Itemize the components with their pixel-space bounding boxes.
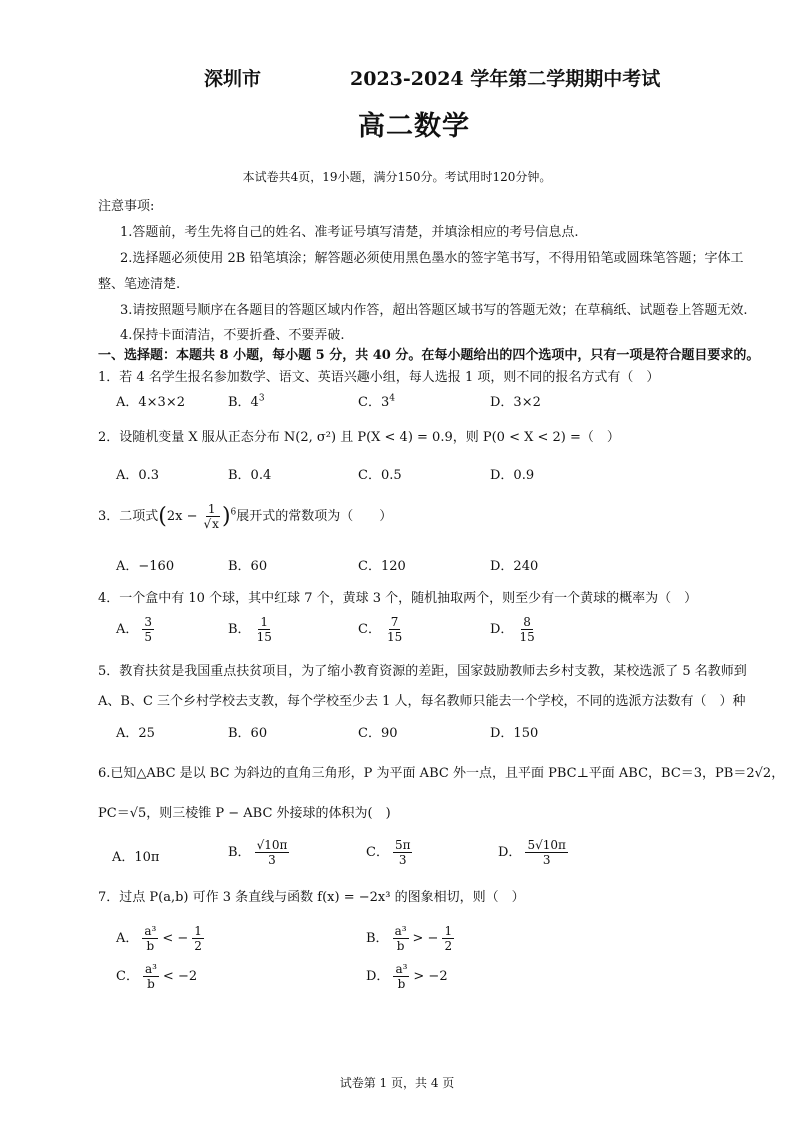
note-item: 1.答题前，考生先将自己的姓名、准考证号填写清楚，并填涂相应的考号信息点.	[120, 225, 579, 240]
q7-option-d: D． $\frac{\text{a³}}{b}$ > −2	[366, 962, 448, 991]
note-item: 3.请按照题号顺序在各题目的答题区域内作答，超出答题区域书写的答题无效；在草稿纸、试题卷上答题无效.	[120, 303, 748, 318]
q3-option-c: C．120	[358, 559, 406, 574]
exam-title: 2023-2024 学年第二学期期中考试	[350, 68, 661, 90]
q5-option-c: C．90	[358, 726, 398, 741]
question-6-line2: PC＝√5，则三棱锥 P − ABC 外接球的体积为( )	[98, 806, 391, 821]
q4-option-c: C． $\frac{7}{15}$	[358, 615, 403, 644]
q4-option-b: B． $\frac{1}{15}$	[228, 615, 272, 644]
q3-option-a: A．−160	[116, 559, 175, 574]
question-7-stem: 7．过点 P(a,b) 可作 3 条直线与函数 f(x) = −2x³ 的图象相切，则（ ）	[98, 890, 525, 905]
q1-option-a: A．4×3×2	[116, 395, 185, 410]
q7-option-a: A． $\frac{\text{a³}}{b}$ < − $\frac{1}{2}$	[116, 924, 202, 953]
q1-option-c: C．$3^4$	[358, 393, 395, 410]
note-item: 整、笔迹清楚.	[98, 277, 181, 292]
q3-option-b: B．60	[228, 559, 268, 574]
q6-option-d: D． $\frac{5√10\pi}{3}$	[498, 838, 566, 867]
q5-option-b: B．60	[228, 726, 268, 741]
q2-option-d: D．0.9	[490, 468, 535, 483]
q6-option-b: B． $\frac{√10\pi}{3}$	[228, 838, 288, 867]
q7-option-c: C． $\frac{\text{a³}}{b}$ < −2	[116, 962, 198, 991]
question-4-stem: 4．一个盒中有 10 个球，其中红球 7 个，黄球 3 个，随机抽取两个，则至少有一个黄球的概率为（ ）	[98, 591, 698, 606]
q1-option-b: B．$4^3$	[228, 393, 265, 410]
q6-option-a: A．10π	[112, 850, 160, 865]
q6-option-c: C． $\frac{5\pi}{3}$	[366, 838, 411, 867]
question-5-line2: A、B、C 三个乡村学校去支教，每个学校至少去 1 人，每名教师只能去一个学校，不同的选派方法数有（ ）种	[98, 694, 746, 709]
q5-option-a: A．25	[116, 726, 155, 741]
note-item: 4.保持卡面清洁，不要折叠、不要弄破.	[120, 328, 345, 343]
exam-info: 本试卷共4页，19小题，满分150分。考试用时120分钟。	[242, 170, 552, 184]
section-heading: 一、选择题：本题共 8 小题，每小题 5 分，共 40 分。在每小题给出的四个选项中，只有一项是符合题目要求的。	[98, 348, 760, 363]
q3-option-d: D．240	[490, 559, 539, 574]
question-6-line1: 6.已知△ABC 是以 BC 为斜边的直角三角形，P 为平面 ABC 外一点，且平面 PBC⊥平面 ABC，BC＝3，PB＝2√2，	[98, 766, 785, 781]
q1-option-d: D．3×2	[490, 395, 541, 410]
q2-option-b: B．0.4	[228, 468, 272, 483]
q4-option-a: A． $\frac{3}{5}$	[116, 615, 153, 644]
q2-option-c: C．0.5	[358, 468, 402, 483]
q4-option-d: D． $\frac{8}{15}$	[490, 615, 535, 644]
q5-option-d: D．150	[490, 726, 539, 741]
notes-title: 注意事项:	[98, 199, 155, 214]
header-city: 深圳市	[204, 68, 262, 90]
note-item: 2.选择题必须使用 2B 铅笔填涂；解答题必须使用黑色墨水的签字笔书写，不得用铅笔或圆珠笔答题；字体工	[120, 251, 744, 266]
q2-option-a: A．0.3	[116, 468, 160, 483]
subject-title: 高二数学	[358, 111, 470, 142]
question-5-line1: 5．教育扶贫是我国重点扶贫项目，为了缩小教育资源的差距，国家鼓励教师去乡村支教，某校选派了 5 名教师到	[98, 664, 747, 679]
question-2-stem: 2．设随机变量 X 服从正态分布 N(2, σ²) 且 P(X < 4) = 0.9，则 P(0 < X < 2) =（ ）	[98, 430, 620, 445]
page-footer: 试卷第 1 页，共 4 页	[339, 1076, 455, 1090]
question-3-stem: 3．二项式(2x − $\frac{1}{√x}$ )$^6$展开式的常数项为（ ）	[98, 502, 393, 531]
question-1-stem: 1．若 4 名学生报名参加数学、语文、英语兴趣小组，每人选报 1 项，则不同的报名方式有（ ）	[98, 370, 660, 385]
q7-option-b: B． $\frac{\text{a³}}{b}$ > − $\frac{1}{2}$	[366, 924, 453, 953]
